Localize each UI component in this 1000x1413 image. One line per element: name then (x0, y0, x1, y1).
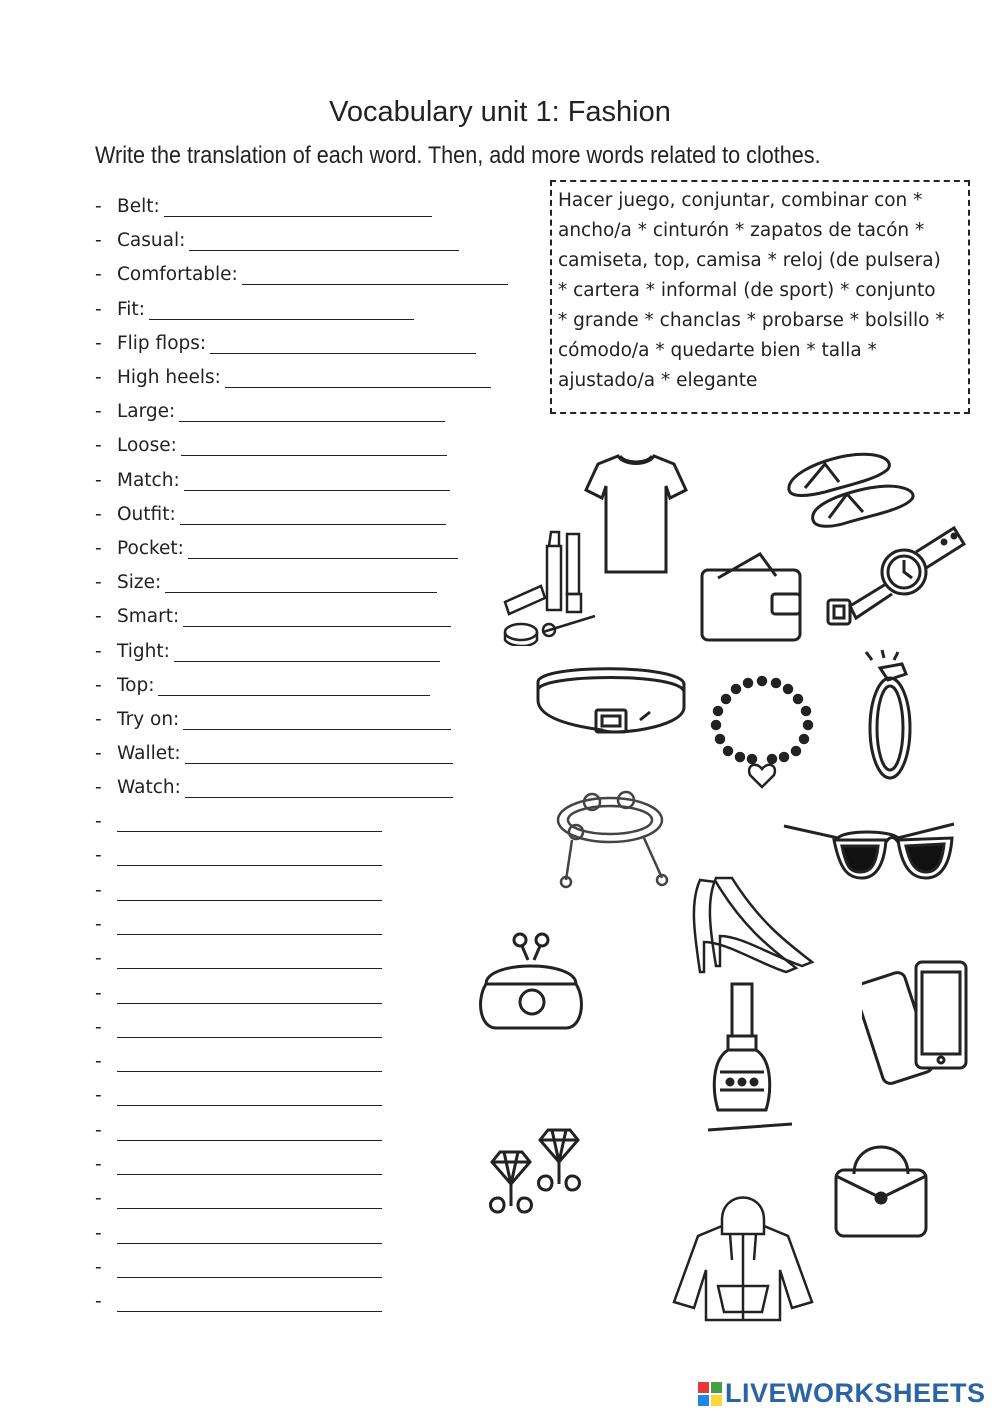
bullet-dash: - (95, 1222, 102, 1244)
wristwatch-icon (826, 522, 966, 628)
vocab-row (95, 187, 432, 217)
vocab-word: Flip flops: (117, 332, 207, 354)
bullet-dash: - (95, 503, 102, 525)
extra-word-row (95, 1214, 382, 1244)
bullet-dash: - (95, 674, 102, 696)
bullet-dash: - (95, 1291, 102, 1313)
vocab-row (95, 632, 440, 662)
bullet-dash: - (95, 367, 102, 388)
vocab-row (95, 597, 451, 627)
translation-blank[interactable] (164, 202, 432, 217)
footer-brand (698, 1378, 986, 1409)
extra-word-blank[interactable] (117, 989, 382, 1004)
vocab-word: Belt: (117, 196, 160, 217)
vocab-row (95, 529, 458, 559)
vocab-row (95, 324, 476, 354)
vocab-word: Top: (117, 674, 155, 696)
translation-blank[interactable] (179, 407, 445, 422)
translation-blank[interactable] (189, 236, 459, 251)
extra-word-row (95, 871, 382, 901)
high-heels-icon (686, 872, 818, 982)
translation-blank[interactable] (185, 783, 453, 798)
ring-icon (858, 646, 922, 782)
extra-word-blank[interactable] (117, 1194, 382, 1209)
translation-blank[interactable] (181, 441, 447, 456)
word-bank (550, 180, 970, 414)
bullet-dash: - (95, 709, 102, 730)
extra-word-blank[interactable] (117, 1160, 382, 1175)
bullet-dash: - (95, 845, 102, 867)
bullet-dash: - (95, 401, 102, 423)
extra-word-blank[interactable] (117, 920, 382, 935)
vocab-word: Loose: (117, 435, 177, 457)
vocab-word: High heels: (117, 367, 221, 388)
vocab-row (95, 426, 447, 456)
extra-word-row (95, 1076, 382, 1106)
extra-word-row (95, 1008, 382, 1038)
liveworksheets-logo-icon (698, 1382, 722, 1406)
vocab-word: Casual: (117, 230, 186, 252)
bullet-dash: - (95, 948, 102, 970)
vocab-row (95, 221, 459, 251)
vocab-word: Wallet: (117, 743, 181, 765)
extra-word-row (95, 1145, 382, 1175)
bullet-dash: - (95, 538, 102, 559)
vocab-word: Pocket: (117, 538, 184, 559)
extra-word-blank[interactable] (117, 1023, 382, 1038)
instructions: Write the translation of each word. Then, add more words related to clothes. (95, 142, 821, 169)
translation-blank[interactable] (183, 612, 451, 627)
wallet-icon (698, 552, 804, 644)
bullet-dash: - (95, 469, 102, 491)
extra-word-blank[interactable] (117, 886, 382, 901)
extra-word-blank[interactable] (117, 1297, 382, 1312)
bullet-dash: - (95, 982, 102, 1004)
vocab-row (95, 666, 430, 696)
translation-blank[interactable] (165, 578, 437, 593)
extra-word-row (95, 802, 382, 832)
vocab-row (95, 563, 437, 593)
vocab-word: Large: (117, 401, 176, 423)
bullet-dash: - (95, 1154, 102, 1175)
vocab-row (95, 290, 414, 320)
extra-word-row (95, 1248, 382, 1278)
translation-blank[interactable] (174, 647, 440, 662)
extra-word-row (95, 939, 382, 969)
bullet-dash: - (95, 743, 102, 765)
vocab-row (95, 461, 450, 491)
translation-blank[interactable] (149, 305, 414, 320)
translation-blank[interactable] (183, 715, 451, 730)
smartphone-icon (862, 958, 972, 1086)
vocab-row (95, 392, 445, 422)
bullet-dash: - (95, 1051, 102, 1073)
bullet-dash: - (95, 298, 102, 320)
bullet-dash: - (95, 332, 102, 354)
vocab-row (95, 358, 491, 388)
earrings-icon (484, 1124, 590, 1220)
bullet-dash: - (95, 1016, 102, 1038)
extra-word-row (95, 905, 382, 935)
bullet-dash: - (95, 1085, 102, 1107)
page-title: Vocabulary unit 1: Fashion (329, 96, 671, 128)
word-bank-line: ancho/a * cinturón * zapatos de tacón * (558, 220, 925, 241)
extra-word-blank[interactable] (117, 1229, 382, 1244)
vocab-word: Match: (117, 469, 180, 491)
vocab-word: Smart: (117, 606, 180, 628)
vocab-word: Outfit: (117, 503, 176, 525)
vocab-word: Tight: (117, 640, 170, 662)
extra-word-blank[interactable] (117, 851, 382, 866)
extra-word-blank[interactable] (117, 1091, 382, 1106)
bullet-dash: - (95, 230, 102, 252)
bullet-dash: - (95, 606, 102, 628)
hoodie-icon (670, 1190, 816, 1326)
bullet-dash: - (95, 264, 102, 286)
bullet-dash: - (95, 1256, 102, 1278)
translation-blank[interactable] (225, 373, 491, 388)
word-bank-line: Hacer juego, conjuntar, combinar con * (558, 190, 923, 211)
extra-word-blank[interactable] (117, 1057, 382, 1072)
translation-blank[interactable] (210, 339, 476, 354)
extra-word-blank[interactable] (117, 954, 382, 969)
translation-blank[interactable] (185, 749, 453, 764)
bullet-dash: - (95, 879, 102, 901)
vocab-row (95, 734, 453, 764)
extra-word-row (95, 1042, 382, 1072)
word-bank-line: ajustado/a * elegante (558, 370, 758, 391)
extra-word-row (95, 1282, 382, 1312)
extra-word-blank[interactable] (117, 817, 382, 832)
vocab-row (95, 255, 508, 285)
translation-blank[interactable] (180, 510, 446, 525)
word-bank-line: * grande * chanclas * probarse * bolsillo * (558, 310, 945, 331)
bullet-dash: - (95, 811, 102, 832)
word-bank-line: cómodo/a * quedarte bien * talla * (558, 340, 877, 361)
vocab-word: Watch: (117, 777, 181, 799)
extra-word-row (95, 1179, 382, 1209)
word-bank-line: camiseta, top, camisa * reloj (de pulsera) (558, 250, 941, 271)
extra-word-blank[interactable] (117, 1263, 382, 1278)
bullet-dash: - (95, 1188, 102, 1210)
word-bank-line: * cartera * informal (de sport) * conjunto (558, 280, 936, 301)
bullet-dash: - (95, 777, 102, 799)
vocab-row (95, 700, 451, 730)
vocab-word: Comfortable: (117, 264, 238, 286)
bullet-dash: - (95, 640, 102, 662)
vocab-row (95, 495, 446, 525)
bullet-dash: - (95, 1119, 102, 1141)
bullet-dash: - (95, 435, 102, 457)
vocab-row (95, 768, 453, 798)
bullet-dash: - (95, 913, 102, 935)
vocab-word: Size: (117, 572, 162, 594)
nail-polish-icon (706, 980, 798, 1136)
belt-icon (532, 660, 690, 740)
necklace-icon (706, 673, 818, 791)
translation-blank[interactable] (158, 681, 430, 696)
t-shirt-icon (584, 450, 688, 578)
vocab-word: Fit: (117, 298, 145, 320)
translation-blank[interactable] (242, 270, 508, 285)
extra-word-row (95, 836, 382, 866)
bullet-dash: - (95, 572, 102, 594)
vocab-word: Try on: (117, 709, 180, 730)
makeup-icon (503, 528, 599, 646)
extra-word-row (95, 974, 382, 1004)
coin-purse-icon (476, 930, 588, 1032)
handbag-icon (832, 1134, 930, 1240)
bullet-dash: - (95, 196, 102, 217)
translation-blank[interactable] (188, 544, 458, 559)
translation-blank[interactable] (184, 476, 450, 491)
bracelet-icon (548, 782, 678, 890)
brand-name: LIVEWORKSHEETS (725, 1378, 986, 1408)
extra-word-row (95, 1111, 382, 1141)
extra-word-blank[interactable] (117, 1126, 382, 1141)
